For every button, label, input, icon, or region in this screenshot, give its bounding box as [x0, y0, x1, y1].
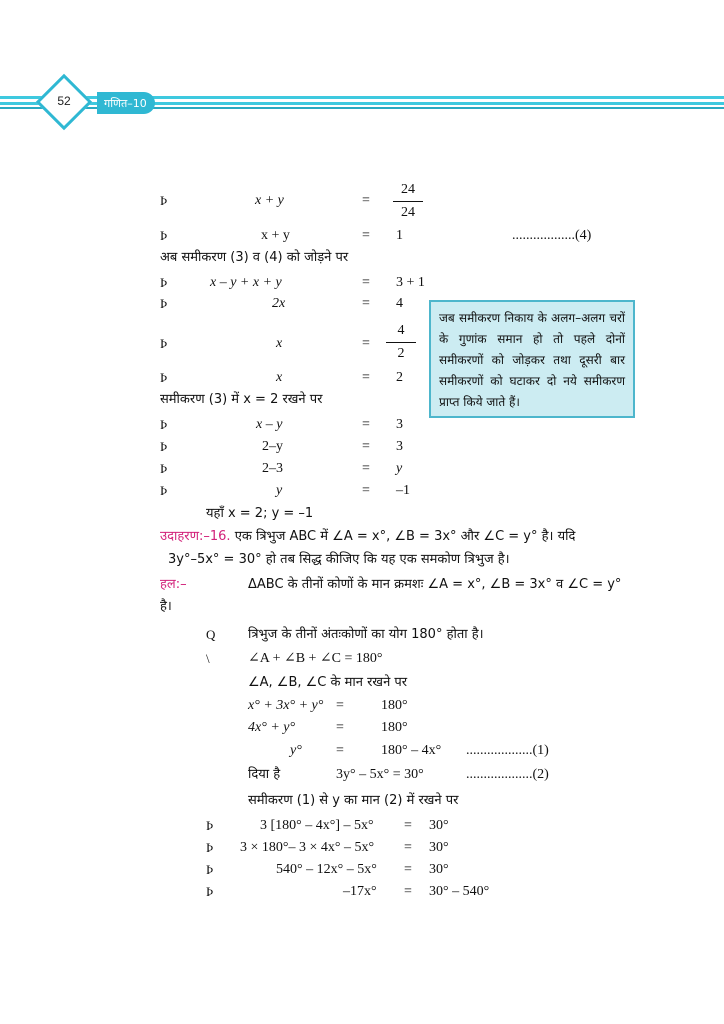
equation-lhs: x: [276, 370, 283, 385]
solution-line-1: ΔABC के तीनों कोणों के मान क्रमशः ∠A = x°, ∠B = 3x° व ∠C = y°: [248, 577, 622, 592]
equals-sign: =: [362, 439, 370, 454]
equation-rhs: –1: [396, 483, 410, 498]
solution-label: हल:–: [160, 577, 187, 592]
equals-sign: =: [336, 698, 344, 713]
substitute-text: ∠A, ∠B, ∠C के मान रखने पर: [248, 675, 408, 690]
because-text: त्रिभुज के तीनों अंतःकोणों का योग 180° होता है।: [248, 627, 484, 642]
equals-sign: =: [404, 840, 412, 855]
instruction-text: समीकरण (3) में x = 2 रखने पर: [160, 392, 323, 407]
equals-sign: =: [336, 743, 344, 758]
page-number: 52: [57, 94, 71, 108]
example-label: उदाहरण:–16.: [160, 529, 231, 544]
equation-lhs: 4x° + y°: [248, 720, 296, 735]
equation-reference: ...................(1): [466, 743, 549, 758]
equation-lhs: 2–3: [262, 461, 283, 476]
step-symbol: Þ: [160, 483, 168, 498]
equals-sign: =: [404, 818, 412, 833]
equals-sign: =: [404, 862, 412, 877]
example-line-1: [160, 530, 575, 543]
step-symbol: Þ: [160, 439, 168, 454]
equation-rhs: 2: [396, 370, 403, 385]
equation-lhs: 540° – 12x° – 5x°: [276, 862, 377, 877]
equation-lhs: x + y: [255, 193, 284, 208]
equation-rhs: 1: [396, 228, 403, 243]
fraction: [386, 323, 416, 362]
given-label: दिया है: [248, 767, 281, 782]
step-symbol: Þ: [160, 193, 168, 208]
equation-lhs: x – y: [256, 417, 283, 432]
fraction-numerator: 4: [397, 323, 405, 338]
instruction-text: अब समीकरण (3) व (4) को जोड़ने पर: [160, 250, 349, 265]
step-symbol: Þ: [160, 417, 168, 432]
angle-sum-equation: ∠A + ∠B + ∠C = 180°: [248, 651, 383, 666]
step-symbol: Þ: [160, 336, 168, 351]
equation-rhs: 30°: [429, 840, 449, 855]
because-symbol: Q: [206, 627, 216, 642]
step-symbol: Þ: [160, 296, 168, 311]
step-symbol: Þ: [160, 461, 168, 476]
equation-lhs: x° + 3x° + y°: [248, 698, 324, 713]
equation-lhs: y: [276, 483, 283, 498]
equals-sign: =: [362, 275, 370, 290]
equation-lhs: 2x: [272, 296, 286, 311]
put-text: समीकरण (1) से y का मान (2) में रखने पर: [248, 793, 459, 808]
equation-rhs: 180°: [381, 698, 408, 713]
equals-sign: =: [362, 370, 370, 385]
example-line-2: 3y°–5x° = 30° हो तब सिद्ध कीजिए कि यह एक समकोण त्रिभुज है।: [168, 552, 510, 567]
equals-sign: =: [362, 193, 370, 208]
fraction-bar: [386, 342, 416, 343]
equals-sign: =: [336, 720, 344, 735]
equation-lhs: 3 [180° – 4x°] – 5x°: [260, 818, 374, 833]
equation-rhs: 3: [396, 439, 403, 454]
equation-lhs: x: [276, 336, 283, 351]
step-symbol: Þ: [160, 275, 168, 290]
fraction-numerator: 24: [401, 182, 415, 197]
equation-rhs: 3 + 1: [396, 275, 425, 290]
equals-sign: =: [404, 884, 412, 899]
equation-rhs: 4: [396, 296, 403, 311]
step-symbol: Þ: [160, 228, 168, 243]
equals-sign: =: [362, 296, 370, 311]
equation-lhs: 2–y: [262, 439, 283, 454]
given-equation: 3y° – 5x° = 30°: [336, 767, 424, 782]
equation-rhs: 30° – 540°: [429, 884, 490, 899]
equals-sign: =: [362, 417, 370, 432]
equation-rhs: 3: [396, 417, 403, 432]
equals-sign: =: [362, 483, 370, 498]
step-symbol: Þ: [206, 884, 214, 899]
equation-rhs: 30°: [429, 818, 449, 833]
equation-lhs: x – y + x + y: [210, 275, 282, 290]
equals-sign: =: [362, 336, 370, 351]
fraction: [393, 182, 423, 221]
equals-sign: =: [362, 461, 370, 476]
book-title: गणित–10: [104, 97, 147, 110]
tip-note-box: जब समीकरण निकाय के अलग–अलग चरों के गुणांक समान हो तो पहले दोनों समीकरणों को जोड़कर तथा दूसरी बार समीकरणों को घटाकर दो नये समीकरण प्राप्त किये जाते हैं।: [429, 300, 635, 418]
fraction-bar: [393, 201, 423, 202]
example-text: एक त्रिभुज ABC में ∠A = x°, ∠B = 3x° और ∠C = y° है। यदि: [230, 529, 576, 544]
fraction-denominator: 24: [401, 205, 415, 220]
equation-lhs: x + y: [261, 228, 290, 243]
therefore-symbol: \: [206, 651, 210, 666]
step-symbol: Þ: [206, 818, 214, 833]
fraction-denominator: 2: [397, 346, 405, 361]
step-symbol: Þ: [206, 862, 214, 877]
step-symbol: Þ: [160, 370, 168, 385]
equation-rhs: 180°: [381, 720, 408, 735]
solution-line-1-continued: है।: [160, 599, 172, 614]
result-text: यहाँ x = 2; y = –1: [206, 506, 314, 521]
equation-reference: ...................(2): [466, 767, 549, 782]
equals-sign: =: [362, 228, 370, 243]
equation-rhs: 180° – 4x°: [381, 743, 442, 758]
equation-rhs: 30°: [429, 862, 449, 877]
equation-reference: ..................(4): [512, 228, 592, 243]
step-symbol: Þ: [206, 840, 214, 855]
equation-lhs: –17x°: [343, 884, 377, 899]
equation-lhs: 3 × 180°– 3 × 4x° – 5x°: [240, 840, 375, 855]
equation-lhs: y°: [290, 743, 302, 758]
equation-rhs: y: [396, 461, 403, 476]
